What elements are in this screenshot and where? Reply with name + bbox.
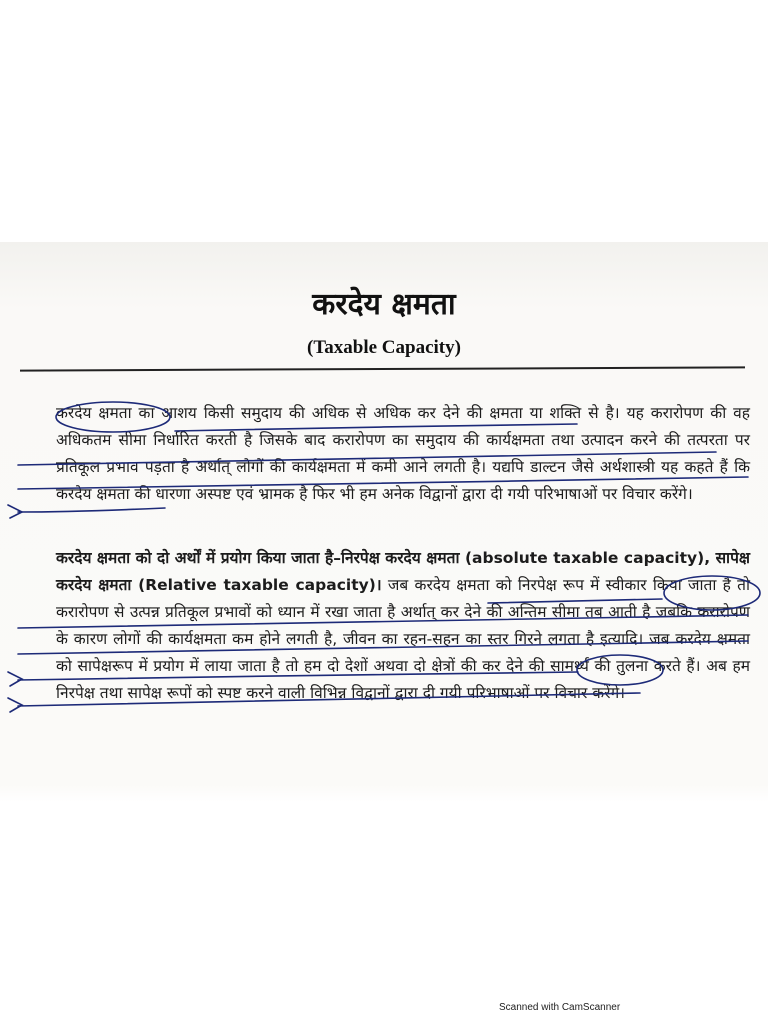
paragraph-body: जब करदेय क्षमता को निरपेक्ष रूप में स्वीकार किया जाता है तो करारोपण से उत्पन्न प्रतिकूल प्रभावों को ध्यान में रखा जाता है अर्थात् कर देने की अन्तिम सीमा तब आती है जबकि करारोपण के कारण लोगों की कार्यक्षमता कम होने लगती है, जीवन का रहन-सहन का स्तर गिरने लगता है इत्यादि। जब करदेय क्षमता को सापेक्षरूप में प्रयोग में लाया जाता है तो हम दो देशों अथवा दो क्षेत्रों की कर देने की सामर्थ्य की तुलना करते हैं। अब हम निरपेक्ष तथा सापेक्ष रूपों को स्पष्ट करने वाली विभिन्न विद्वानों द्वारा दी गयी परिभाषाओं पर विचार करेंगे। <box>56 576 750 702</box>
scanner-watermark: Scanned with CamScanner <box>499 1002 621 1013</box>
paragraph-lead-bold: करदेय क्षमता को दो अर्थों में प्रयोग किया जाता है–निरपेक्ष करदेय क्षमता (absolute taxable capacity), सापेक्ष करदेय क्षमता (Relative taxable capacity)। <box>56 549 750 594</box>
paragraph-two-meanings <box>56 545 750 707</box>
blank-scan-area <box>0 0 768 250</box>
page-title-english: (Taxable Capacity) <box>307 337 461 358</box>
page-title-hindi: करदेय क्षमता <box>312 287 456 322</box>
scanned-page <box>0 242 768 802</box>
paragraph-definition: करदेय क्षमता का आशय किसी समुदाय की अधिक से अधिक कर देने की क्षमता या शक्ति से है। यह करारोपण की वह अधिकतम सीमा निर्धारित करती है जिसके बाद करारोपण का समुदाय की कार्यक्षमता तथा उत्पादन करने की तत्परता पर प्रतिकूल प्रभाव पड़ता है अर्थात् लोगों की कार्यक्षमता में कमी आने लगती है। यद्यपि डाल्टन जैसे अर्थशास्त्री यह कहते हैं कि करदेय क्षमता की धारणा अस्पष्ट एवं भ्रामक है फिर भी हम अनेक विद्वानों द्वारा दी गयी परिभाषाओं पर विचार करेंगे। <box>56 404 750 503</box>
